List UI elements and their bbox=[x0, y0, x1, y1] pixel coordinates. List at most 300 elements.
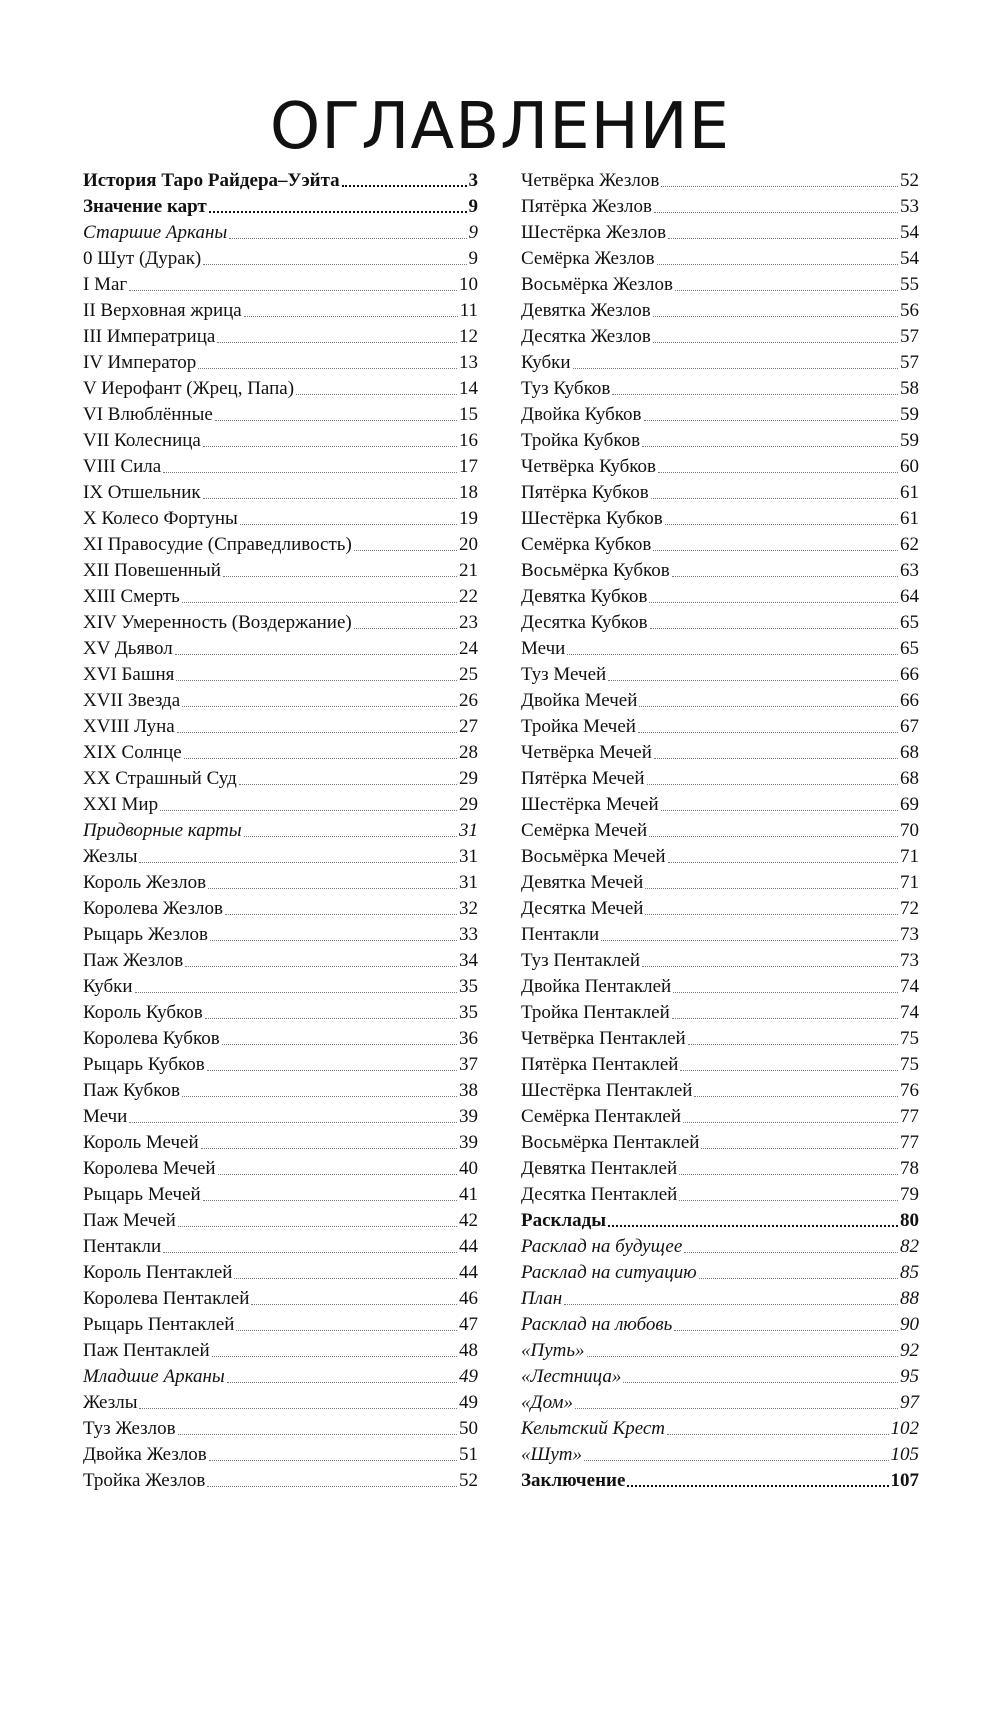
toc-leader-dots bbox=[653, 341, 898, 343]
toc-entry bbox=[83, 1311, 478, 1337]
toc-leader-dots bbox=[176, 679, 457, 681]
toc-entry bbox=[521, 713, 919, 739]
toc-entry bbox=[83, 661, 478, 687]
toc-entry bbox=[83, 297, 478, 323]
toc-leader-dots bbox=[182, 705, 457, 707]
toc-entry bbox=[83, 1181, 478, 1207]
toc-leader-dots bbox=[612, 393, 898, 395]
toc-entry-title: Королева Кубков bbox=[83, 1028, 220, 1049]
toc-entry bbox=[83, 1467, 478, 1493]
toc-entry bbox=[83, 479, 478, 505]
toc-leader-dots bbox=[675, 289, 898, 291]
toc-entry bbox=[521, 167, 919, 193]
toc-entry-title: Десятка Мечей bbox=[521, 898, 644, 919]
toc-entry-page: 47 bbox=[459, 1314, 478, 1335]
toc-entry bbox=[521, 687, 919, 713]
toc-entry-page: 59 bbox=[900, 430, 919, 451]
toc-entry-page: 57 bbox=[900, 352, 919, 373]
toc-leader-dots bbox=[623, 1381, 898, 1383]
toc-leader-dots bbox=[649, 601, 898, 603]
toc-entry-page: 107 bbox=[890, 1470, 919, 1491]
toc-entry bbox=[521, 739, 919, 765]
toc-entry-title: Паж Пентаклей bbox=[83, 1340, 210, 1361]
toc-entry-page: 54 bbox=[900, 248, 919, 269]
toc-entry-title: V Иерофант (Жрец, Папа) bbox=[83, 378, 295, 399]
toc-left-column bbox=[83, 167, 478, 1493]
toc-entry bbox=[521, 1285, 919, 1311]
toc-leader-dots bbox=[564, 1303, 898, 1305]
toc-entry-page: 3 bbox=[468, 170, 478, 191]
toc-leader-dots bbox=[645, 913, 898, 915]
toc-entry-page: 27 bbox=[459, 716, 478, 737]
toc-entry-page: 9 bbox=[468, 196, 478, 217]
toc-leader-dots bbox=[198, 367, 457, 369]
toc-leader-dots bbox=[244, 315, 458, 317]
toc-entry bbox=[521, 635, 919, 661]
toc-entry-page: 44 bbox=[459, 1236, 478, 1257]
toc-entry-title: VIII Сила bbox=[83, 456, 162, 477]
toc-entry-title: Десятка Жезлов bbox=[521, 326, 651, 347]
toc-entry bbox=[521, 869, 919, 895]
toc-leader-dots bbox=[227, 1381, 457, 1383]
toc-entry-title: Королева Пентаклей bbox=[83, 1288, 250, 1309]
toc-entry bbox=[83, 1051, 478, 1077]
toc-entry-page: 41 bbox=[459, 1184, 478, 1205]
toc-leader-dots bbox=[207, 1069, 457, 1071]
toc-entry-title: Пятёрка Жезлов bbox=[521, 196, 653, 217]
toc-entry-title: Двойка Мечей bbox=[521, 690, 638, 711]
toc-leader-dots bbox=[184, 757, 457, 759]
toc-entry bbox=[521, 271, 919, 297]
toc-entry-title: Шестёрка Пентаклей bbox=[521, 1080, 693, 1101]
toc-entry-page: 58 bbox=[900, 378, 919, 399]
toc-entry-title: «Шут» bbox=[521, 1444, 582, 1465]
toc-leader-dots bbox=[683, 1121, 898, 1123]
toc-entry bbox=[83, 453, 478, 479]
toc-entry bbox=[521, 349, 919, 375]
toc-entry-title: Придворные карты bbox=[83, 820, 242, 841]
toc-entry-title: Семёрка Кубков bbox=[521, 534, 652, 555]
toc-entry-title: Кубки bbox=[83, 976, 133, 997]
toc-entry-page: 37 bbox=[459, 1054, 478, 1075]
toc-entry bbox=[83, 245, 478, 271]
toc-entry bbox=[83, 1363, 478, 1389]
toc-entry-page: 39 bbox=[459, 1106, 478, 1127]
toc-entry bbox=[83, 1207, 478, 1233]
toc-entry-page: 62 bbox=[900, 534, 919, 555]
toc-entry bbox=[521, 609, 919, 635]
toc-leader-dots bbox=[658, 471, 898, 473]
toc-entry bbox=[83, 1389, 478, 1415]
toc-entry-title: Десятка Кубков bbox=[521, 612, 648, 633]
toc-entry-page: 80 bbox=[900, 1210, 919, 1231]
toc-entry-page: 51 bbox=[459, 1444, 478, 1465]
toc-entry-title: Королева Мечей bbox=[83, 1158, 216, 1179]
toc-entry bbox=[521, 219, 919, 245]
toc-leader-dots bbox=[296, 393, 457, 395]
toc-leader-dots bbox=[178, 1225, 457, 1227]
toc-entry-page: 14 bbox=[459, 378, 478, 399]
toc-entry bbox=[83, 687, 478, 713]
toc-entry-title: План bbox=[521, 1288, 563, 1309]
toc-leader-dots bbox=[584, 1459, 889, 1461]
toc-entry-page: 18 bbox=[459, 482, 478, 503]
toc-entry-title: X Колесо Фортуны bbox=[83, 508, 238, 529]
toc-entry-page: 76 bbox=[900, 1080, 919, 1101]
toc-entry-page: 92 bbox=[900, 1340, 919, 1361]
toc-entry-page: 82 bbox=[900, 1236, 919, 1257]
toc-entry bbox=[83, 583, 478, 609]
toc-entry bbox=[521, 817, 919, 843]
toc-entry-page: 66 bbox=[900, 690, 919, 711]
toc-entry-title: XVII Звезда bbox=[83, 690, 181, 711]
toc-entry-page: 22 bbox=[459, 586, 478, 607]
toc-leader-dots bbox=[354, 627, 457, 629]
toc-entry-title: Пятёрка Мечей bbox=[521, 768, 645, 789]
toc-entry bbox=[83, 427, 478, 453]
toc-leader-dots bbox=[680, 1069, 898, 1071]
toc-entry-page: 31 bbox=[459, 820, 478, 841]
toc-entry bbox=[521, 401, 919, 427]
toc-entry-page: 53 bbox=[900, 196, 919, 217]
toc-leader-dots bbox=[209, 1459, 457, 1461]
toc-entry-page: 49 bbox=[459, 1366, 478, 1387]
toc-leader-dots bbox=[203, 497, 457, 499]
toc-leader-dots bbox=[701, 1147, 898, 1149]
toc-entry-page: 77 bbox=[900, 1106, 919, 1127]
toc-entry-title: Жезлы bbox=[83, 1392, 138, 1413]
toc-leader-dots bbox=[239, 783, 457, 785]
toc-leader-dots bbox=[679, 1199, 898, 1201]
toc-entry bbox=[83, 1441, 478, 1467]
toc-entry-title: Паж Мечей bbox=[83, 1210, 176, 1231]
toc-entry-title: Туз Жезлов bbox=[83, 1418, 176, 1439]
toc-entry-title: Тройка Пентаклей bbox=[521, 1002, 670, 1023]
toc-leader-dots bbox=[653, 549, 898, 551]
toc-entry-title: Девятка Мечей bbox=[521, 872, 644, 893]
toc-entry-page: 69 bbox=[900, 794, 919, 815]
toc-entry-title: Жезлы bbox=[83, 846, 138, 867]
toc-entry-page: 75 bbox=[900, 1054, 919, 1075]
toc-leader-dots bbox=[647, 783, 898, 785]
toc-entry-page: 52 bbox=[900, 170, 919, 191]
toc-entry bbox=[83, 1129, 478, 1155]
toc-entry-page: 28 bbox=[459, 742, 478, 763]
toc-entry-title: Туз Мечей bbox=[521, 664, 607, 685]
toc-entry bbox=[83, 895, 478, 921]
toc-entry-page: 38 bbox=[459, 1080, 478, 1101]
toc-entry-page: 78 bbox=[900, 1158, 919, 1179]
toc-entry bbox=[83, 167, 478, 193]
toc-leader-dots bbox=[234, 1277, 457, 1279]
toc-leader-dots bbox=[674, 1329, 898, 1331]
toc-entry-title: Девятка Пентаклей bbox=[521, 1158, 678, 1179]
toc-entry-title: XV Дьявол bbox=[83, 638, 173, 659]
toc-entry-title: XX Страшный Суд bbox=[83, 768, 237, 789]
toc-entry-title: XIX Солнце bbox=[83, 742, 182, 763]
toc-entry-title: Пятёрка Пентаклей bbox=[521, 1054, 679, 1075]
toc-entry-title: Рыцарь Мечей bbox=[83, 1184, 201, 1205]
toc-entry bbox=[521, 1233, 919, 1259]
toc-entry-page: 9 bbox=[468, 222, 478, 243]
toc-leader-dots bbox=[608, 1224, 898, 1227]
toc-entry bbox=[521, 661, 919, 687]
toc-entry-page: 39 bbox=[459, 1132, 478, 1153]
toc-leader-dots bbox=[163, 1251, 457, 1253]
toc-entry-page: 63 bbox=[900, 560, 919, 581]
toc-entry-page: 13 bbox=[459, 352, 478, 373]
toc-entry-page: 15 bbox=[459, 404, 478, 425]
toc-entry-page: 73 bbox=[900, 950, 919, 971]
toc-leader-dots bbox=[638, 731, 898, 733]
toc-leader-dots bbox=[672, 575, 898, 577]
toc-entry bbox=[83, 609, 478, 635]
toc-leader-dots bbox=[139, 1407, 457, 1409]
toc-entry-title: XIII Смерть bbox=[83, 586, 180, 607]
toc-leader-dots bbox=[205, 1017, 457, 1019]
toc-entry-page: 68 bbox=[900, 768, 919, 789]
toc-entry bbox=[83, 791, 478, 817]
toc-leader-dots bbox=[139, 861, 457, 863]
toc-leader-dots bbox=[645, 887, 898, 889]
toc-entry bbox=[521, 973, 919, 999]
toc-entry-page: 72 bbox=[900, 898, 919, 919]
toc-entry bbox=[83, 817, 478, 843]
toc-entry-title: Десятка Пентаклей bbox=[521, 1184, 678, 1205]
toc-entry-title: Шестёрка Кубков bbox=[521, 508, 663, 529]
toc-entry-title: «Путь» bbox=[521, 1340, 585, 1361]
toc-entry-page: 35 bbox=[459, 976, 478, 997]
toc-entry-title: XI Правосудие (Справедливость) bbox=[83, 534, 352, 555]
toc-leader-dots bbox=[575, 1407, 898, 1409]
toc-entry-page: 31 bbox=[459, 872, 478, 893]
toc-leader-dots bbox=[573, 367, 898, 369]
toc-leader-dots bbox=[240, 523, 457, 525]
toc-entry-page: 48 bbox=[459, 1340, 478, 1361]
toc-entry-title: XVIII Луна bbox=[83, 716, 175, 737]
toc-entry-title: Значение карт bbox=[83, 196, 207, 217]
toc-entry-page: 59 bbox=[900, 404, 919, 425]
toc-entry bbox=[83, 739, 478, 765]
toc-leader-dots bbox=[639, 705, 898, 707]
toc-entry-page: 57 bbox=[900, 326, 919, 347]
toc-leader-dots bbox=[654, 211, 898, 213]
toc-entry-page: 20 bbox=[459, 534, 478, 555]
toc-leader-dots bbox=[567, 653, 898, 655]
toc-entry bbox=[83, 557, 478, 583]
toc-entry bbox=[521, 1259, 919, 1285]
toc-entry bbox=[521, 1103, 919, 1129]
toc-entry-title: Король Жезлов bbox=[83, 872, 207, 893]
toc-leader-dots bbox=[684, 1251, 898, 1253]
toc-entry-page: 97 bbox=[900, 1392, 919, 1413]
toc-leader-dots bbox=[650, 627, 898, 629]
toc-entry bbox=[83, 1077, 478, 1103]
toc-entry bbox=[83, 947, 478, 973]
toc-entry-page: 71 bbox=[900, 872, 919, 893]
toc-entry-page: 105 bbox=[890, 1444, 919, 1465]
toc-entry-page: 16 bbox=[459, 430, 478, 451]
toc-entry-page: 67 bbox=[900, 716, 919, 737]
toc-entry-page: 46 bbox=[459, 1288, 478, 1309]
toc-entry bbox=[83, 843, 478, 869]
toc-entry bbox=[83, 401, 478, 427]
toc-leader-dots bbox=[203, 445, 457, 447]
toc-entry-page: 36 bbox=[459, 1028, 478, 1049]
toc-entry bbox=[83, 1415, 478, 1441]
toc-entry bbox=[83, 1259, 478, 1285]
toc-leader-dots bbox=[251, 1303, 457, 1305]
toc-leader-dots bbox=[661, 185, 898, 187]
toc-leader-dots bbox=[627, 1484, 888, 1487]
toc-entry-title: Рыцарь Кубков bbox=[83, 1054, 205, 1075]
toc-leader-dots bbox=[342, 184, 467, 187]
toc-entry-page: 21 bbox=[459, 560, 478, 581]
toc-leader-dots bbox=[236, 1329, 457, 1331]
toc-entry bbox=[521, 427, 919, 453]
toc-leader-dots bbox=[688, 1043, 898, 1045]
toc-entry-title: IX Отшельник bbox=[83, 482, 201, 503]
toc-entry-page: 85 bbox=[900, 1262, 919, 1283]
toc-entry bbox=[521, 999, 919, 1025]
toc-leader-dots bbox=[222, 1043, 457, 1045]
toc-entry-title: Девятка Кубков bbox=[521, 586, 648, 607]
toc-leader-dots bbox=[209, 210, 467, 213]
toc-entry bbox=[83, 921, 478, 947]
toc-leader-dots bbox=[587, 1355, 898, 1357]
toc-entry bbox=[521, 843, 919, 869]
toc-entry-page: 10 bbox=[459, 274, 478, 295]
toc-entry bbox=[83, 973, 478, 999]
toc-entry-page: 66 bbox=[900, 664, 919, 685]
toc-entry bbox=[521, 1155, 919, 1181]
toc-entry-page: 55 bbox=[900, 274, 919, 295]
toc-entry-title: Рыцарь Жезлов bbox=[83, 924, 209, 945]
toc-entry-page: 52 bbox=[459, 1470, 478, 1491]
toc-entry-page: 31 bbox=[459, 846, 478, 867]
toc-entry-title: Шестёрка Жезлов bbox=[521, 222, 667, 243]
toc-entry-page: 68 bbox=[900, 742, 919, 763]
toc-entry-title: Туз Пентаклей bbox=[521, 950, 641, 971]
toc-entry-page: 9 bbox=[468, 248, 478, 269]
page-title: ОГЛАВЛЕНИЕ bbox=[269, 90, 731, 164]
toc-entry-title: Восьмёрка Жезлов bbox=[521, 274, 674, 295]
toc-leader-dots bbox=[667, 1433, 888, 1435]
toc-entry-title: Восьмёрка Мечей bbox=[521, 846, 666, 867]
toc-entry-title: Расклад на ситуацию bbox=[521, 1262, 697, 1283]
toc-leader-dots bbox=[668, 861, 898, 863]
toc-entry-page: 29 bbox=[459, 768, 478, 789]
toc-leader-dots bbox=[208, 887, 457, 889]
toc-right-column bbox=[521, 167, 919, 1493]
toc-entry-page: 26 bbox=[459, 690, 478, 711]
toc-leader-dots bbox=[654, 757, 898, 759]
toc-entry-page: 102 bbox=[890, 1418, 919, 1439]
toc-leader-dots bbox=[665, 523, 898, 525]
toc-entry-page: 12 bbox=[459, 326, 478, 347]
toc-entry-title: Кельтский Крест bbox=[521, 1418, 666, 1439]
toc-entry bbox=[521, 1337, 919, 1363]
toc-entry bbox=[83, 349, 478, 375]
toc-entry-title: VI Влюблённые bbox=[83, 404, 213, 425]
toc-entry-page: 44 bbox=[459, 1262, 478, 1283]
toc-entry-page: 61 bbox=[900, 482, 919, 503]
toc-entry bbox=[521, 505, 919, 531]
toc-leader-dots bbox=[129, 1121, 457, 1123]
toc-leader-dots bbox=[653, 315, 898, 317]
toc-leader-dots bbox=[217, 341, 457, 343]
toc-entry-title: Паж Кубков bbox=[83, 1080, 180, 1101]
toc-entry bbox=[83, 869, 478, 895]
toc-entry-title: XVI Башня bbox=[83, 664, 175, 685]
toc-leader-dots bbox=[657, 263, 898, 265]
toc-entry bbox=[521, 297, 919, 323]
toc-entry-title: Король Кубков bbox=[83, 1002, 203, 1023]
toc-entry bbox=[521, 921, 919, 947]
toc-entry bbox=[521, 1363, 919, 1389]
toc-entry-title: IV Император bbox=[83, 352, 197, 373]
toc-entry bbox=[521, 895, 919, 921]
toc-entry-title: Пятёрка Кубков bbox=[521, 482, 649, 503]
toc-entry-title: Четвёрка Мечей bbox=[521, 742, 652, 763]
toc-entry-page: 88 bbox=[900, 1288, 919, 1309]
toc-leader-dots bbox=[644, 419, 899, 421]
toc-entry-title: Мечи bbox=[521, 638, 566, 659]
toc-leader-dots bbox=[225, 913, 457, 915]
toc-leader-dots bbox=[694, 1095, 898, 1097]
toc-entry bbox=[521, 583, 919, 609]
toc-entry-title: Паж Жезлов bbox=[83, 950, 184, 971]
toc-entry bbox=[83, 1285, 478, 1311]
toc-entry bbox=[83, 1233, 478, 1259]
toc-entry bbox=[521, 557, 919, 583]
toc-entry bbox=[521, 1467, 919, 1493]
toc-entry bbox=[521, 245, 919, 271]
toc-entry bbox=[83, 999, 478, 1025]
toc-entry bbox=[83, 1103, 478, 1129]
toc-entry bbox=[521, 193, 919, 219]
toc-entry-page: 54 bbox=[900, 222, 919, 243]
toc-entry bbox=[521, 1025, 919, 1051]
toc-entry-title: Король Мечей bbox=[83, 1132, 199, 1153]
toc-leader-dots bbox=[178, 1433, 457, 1435]
toc-entry-title: Пентакли bbox=[521, 924, 600, 945]
toc-entry-title: Рыцарь Пентаклей bbox=[83, 1314, 235, 1335]
toc-entry-page: 75 bbox=[900, 1028, 919, 1049]
toc-leader-dots bbox=[673, 991, 898, 993]
toc-entry-title: Младшие Арканы bbox=[83, 1366, 225, 1387]
toc-entry-page: 11 bbox=[459, 300, 478, 321]
toc-leader-dots bbox=[210, 939, 457, 941]
toc-entry-title: Мечи bbox=[83, 1106, 128, 1127]
toc-entry-page: 25 bbox=[459, 664, 478, 685]
toc-entry-title: Двойка Пентаклей bbox=[521, 976, 672, 997]
toc-entry-title: I Маг bbox=[83, 274, 128, 295]
toc-entry-title: Расклад на любовь bbox=[521, 1314, 673, 1335]
toc-entry-title: Четвёрка Пентаклей bbox=[521, 1028, 686, 1049]
toc-entry-page: 70 bbox=[900, 820, 919, 841]
toc-leader-dots bbox=[601, 939, 898, 941]
toc-entry-page: 24 bbox=[459, 638, 478, 659]
toc-leader-dots bbox=[668, 237, 898, 239]
toc-leader-dots bbox=[215, 419, 457, 421]
toc-entry bbox=[521, 765, 919, 791]
toc-entry-page: 61 bbox=[900, 508, 919, 529]
toc-entry-page: 73 bbox=[900, 924, 919, 945]
toc-entry bbox=[521, 1051, 919, 1077]
toc-leader-dots bbox=[229, 237, 466, 239]
toc-entry bbox=[521, 1441, 919, 1467]
